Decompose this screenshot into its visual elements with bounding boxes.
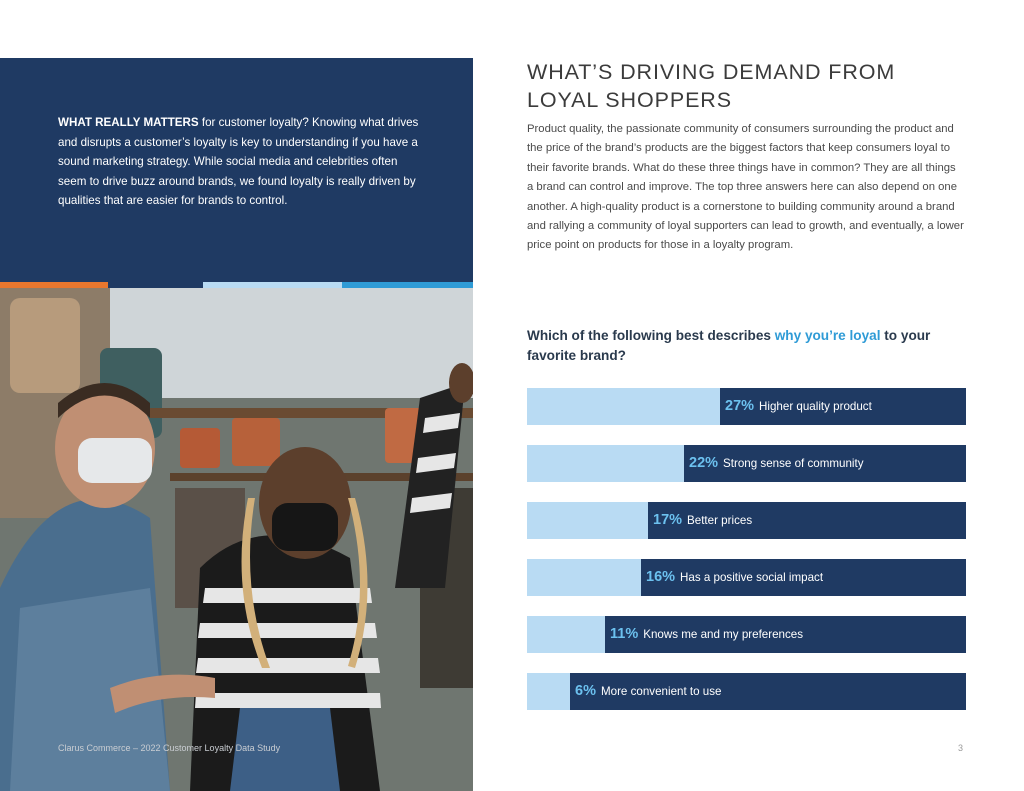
bar-percent: 16% xyxy=(646,569,676,585)
bar-label xyxy=(610,616,803,653)
footer-source: Clarus Commerce – 2022 Customer Loyalty Data Study xyxy=(58,743,281,753)
bar-label xyxy=(689,445,864,482)
bar-fill xyxy=(527,559,641,596)
question-highlight: why you’re loyal xyxy=(774,328,881,343)
bar-label xyxy=(646,559,823,596)
bar-community xyxy=(527,445,966,482)
bar-higher-quality xyxy=(527,388,966,425)
intro-text xyxy=(58,113,428,211)
photo-illustration xyxy=(0,288,473,791)
bar-category: Higher quality product xyxy=(759,400,872,413)
bar-better-prices xyxy=(527,502,966,539)
bar-percent: 6% xyxy=(575,683,596,699)
bar-category: More convenient to use xyxy=(600,685,722,698)
page-title xyxy=(527,58,947,114)
bar-fill xyxy=(527,673,570,710)
bar-fill xyxy=(527,502,648,539)
bar-label xyxy=(725,388,872,425)
bar-fill xyxy=(527,616,605,653)
page-number: 3 xyxy=(958,743,964,753)
bar-social-impact xyxy=(527,559,966,596)
bar-label xyxy=(575,673,722,710)
bar-percent: 11% xyxy=(610,626,639,642)
page-title-line2: LOYAL SHOPPERS xyxy=(527,88,732,112)
survey-question xyxy=(527,326,967,366)
bar-percent: 17% xyxy=(653,512,683,528)
store-photo xyxy=(0,288,473,791)
intro-body: for customer loyalty? Knowing what drives and disrupts a customer’s loyalty is key to understanding if you have a sound marketing strategy. While social media and celebrities often seem to drive buzz around brands, we found loyalty is really driven by qualities that are easier for brands to control. xyxy=(58,116,419,208)
bar-category: Strong sense of community xyxy=(723,457,864,470)
page-title-line1: WHAT’S DRIVING DEMAND FROM xyxy=(527,60,896,84)
bar-category: Has a positive social impact xyxy=(680,571,824,584)
bar-percent: 22% xyxy=(689,455,719,471)
question-post: to your favorite brand? xyxy=(527,328,931,363)
bar-knows-me xyxy=(527,616,966,653)
intro-lead: WHAT REALLY MATTERS xyxy=(58,116,199,129)
bar-percent: 27% xyxy=(725,398,755,414)
body-paragraph: Product quality, the passionate community of consumers surrounding the product and the price of the brand’s products are the biggest factors that keep consumers loyal to their favorite brands. What do these three things have in common? They are all things a brand can control and improve. The top three answers here can also depend on one another. A high-quality product is a cornerstone to building community around a brand and rallying a community of loyal supporters can lead to growth, and eventually, a lower price point on products for those in a loyalty program. xyxy=(527,123,964,252)
question-pre: Which of the following best describes xyxy=(527,328,775,343)
bar-category: Better prices xyxy=(687,514,753,527)
bar-fill xyxy=(527,388,720,425)
bar-label xyxy=(653,502,752,539)
bar-convenient xyxy=(527,673,966,710)
bar-category: Knows me and my preferences xyxy=(643,628,804,641)
bar-fill xyxy=(527,445,684,482)
